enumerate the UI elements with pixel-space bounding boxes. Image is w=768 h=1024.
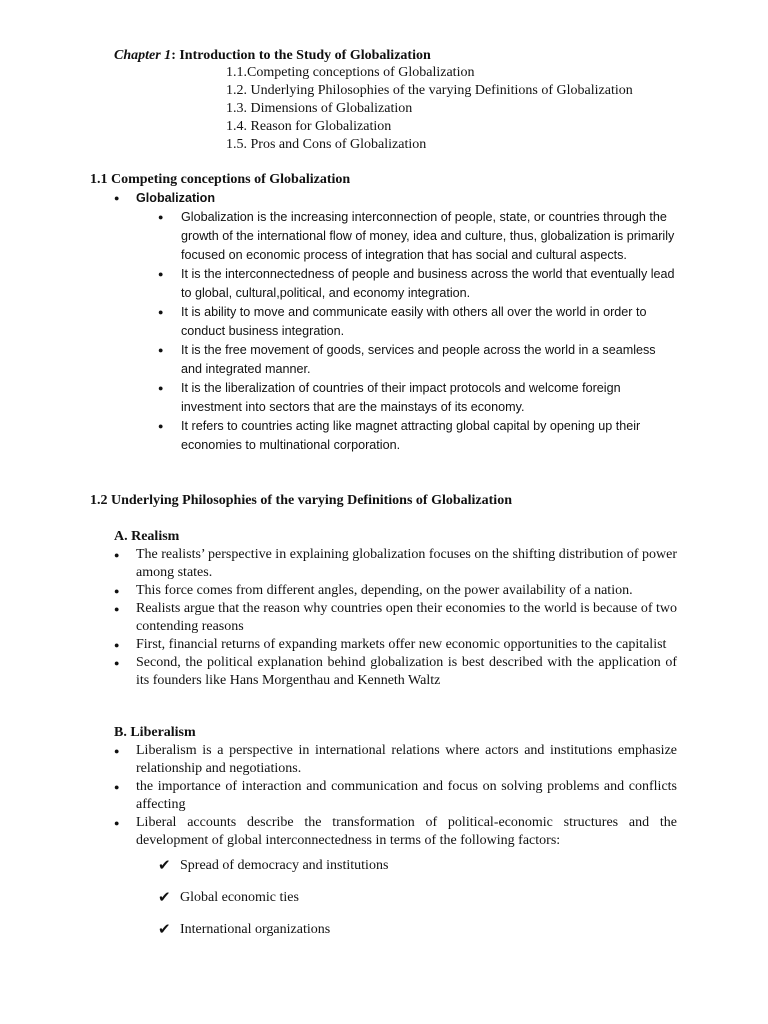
realism-list [114, 546, 677, 690]
definition-item: ● It refers to countries acting like magnet attracting global capital by opening up their economies to multinational corporation. [158, 417, 678, 455]
section-1-heading: 1.1 Competing conceptions of Globalization [90, 172, 351, 187]
factor-item [158, 857, 558, 889]
factor-label: International organizations [180, 922, 331, 937]
factor-label: Spread of democracy and institutions [180, 858, 389, 873]
checkmark-icon: ✔ [158, 890, 171, 906]
table-of-contents [226, 64, 746, 154]
chapter-title-text: Introduction to the Study of Globalization [179, 48, 431, 63]
factor-item [158, 921, 558, 953]
realism-item: ● This force comes from different angles, depending, on the power availability of a nation. [114, 582, 677, 600]
definition-item: ● It is ability to move and communicate easily with others all over the world in order to conduct business integration. [158, 303, 678, 341]
toc-item: 1.1.Competing conceptions of Globalization [226, 65, 475, 80]
liberalism-item: ● Liberal accounts describe the transformation of political-economic structures and the development of global interconnectedness in terms of the following factors: [114, 814, 677, 850]
term-globalization: ● Globalization [114, 189, 674, 208]
liberalism-item: ● Liberalism is a perspective in international relations where actors and institutions emphasize relationship and negotiations. [114, 742, 677, 778]
realism-item: ● First, financial returns of expanding markets offer new economic opportunities to the capitalist [114, 636, 677, 654]
liberalism-list [114, 742, 677, 850]
definition-item: ● It is the interconnectedness of people and business across the world that eventually lead to global, cultural,political, and economy integration. [158, 265, 678, 303]
chapter-label: Chapter 1 [114, 48, 172, 63]
definition-item: ● It is the liberalization of countries of their impact protocols and welcome foreign investment into sectors that are the mainstays of its economy. [158, 379, 678, 417]
toc-item: 1.5. Pros and Cons of Globalization [226, 137, 427, 152]
toc-item: 1.2. Underlying Philosophies of the varying Definitions of Globalization [226, 83, 633, 98]
factor-item [158, 889, 558, 921]
checkmark-icon: ✔ [158, 922, 171, 938]
definition-list [158, 208, 678, 455]
realism-item: ● The realists’ perspective in explaining globalization focuses on the shifting distribution of power among states. [114, 546, 677, 582]
liberalism-factors [158, 857, 558, 953]
liberalism-heading: B. Liberalism [114, 725, 196, 740]
toc-item: 1.4. Reason for Globalization [226, 119, 392, 134]
realism-heading: A. Realism [114, 529, 180, 544]
realism-item: ● Realists argue that the reason why countries open their economies to the world is because of two contending reasons [114, 600, 677, 636]
realism-item: ● Second, the political explanation behind globalization is best described with the application of its founders like Hans Morgenthau and Kenneth Waltz [114, 654, 677, 690]
definition-item: ● It is the free movement of goods, services and people across the world in a seamless and integrated manner. [158, 341, 678, 379]
liberalism-item: ● the importance of interaction and communication and focus on solving problems and conflicts affecting [114, 778, 677, 814]
toc-item: 1.3. Dimensions of Globalization [226, 101, 413, 116]
checkmark-icon: ✔ [158, 858, 171, 874]
term-list [114, 189, 674, 208]
section-2-heading: 1.2 Underlying Philosophies of the varying Definitions of Globalization [90, 493, 512, 508]
definition-item: ● Globalization is the increasing interconnection of people, state, or countries through the growth of the international flow of money, idea and culture, thus, globalization is primarily focused on economic process of integration that has social and cultural aspects. [158, 208, 678, 265]
chapter-title [114, 47, 714, 65]
chapter-title-sep: : [171, 48, 180, 63]
factor-label: Global economic ties [180, 890, 299, 905]
